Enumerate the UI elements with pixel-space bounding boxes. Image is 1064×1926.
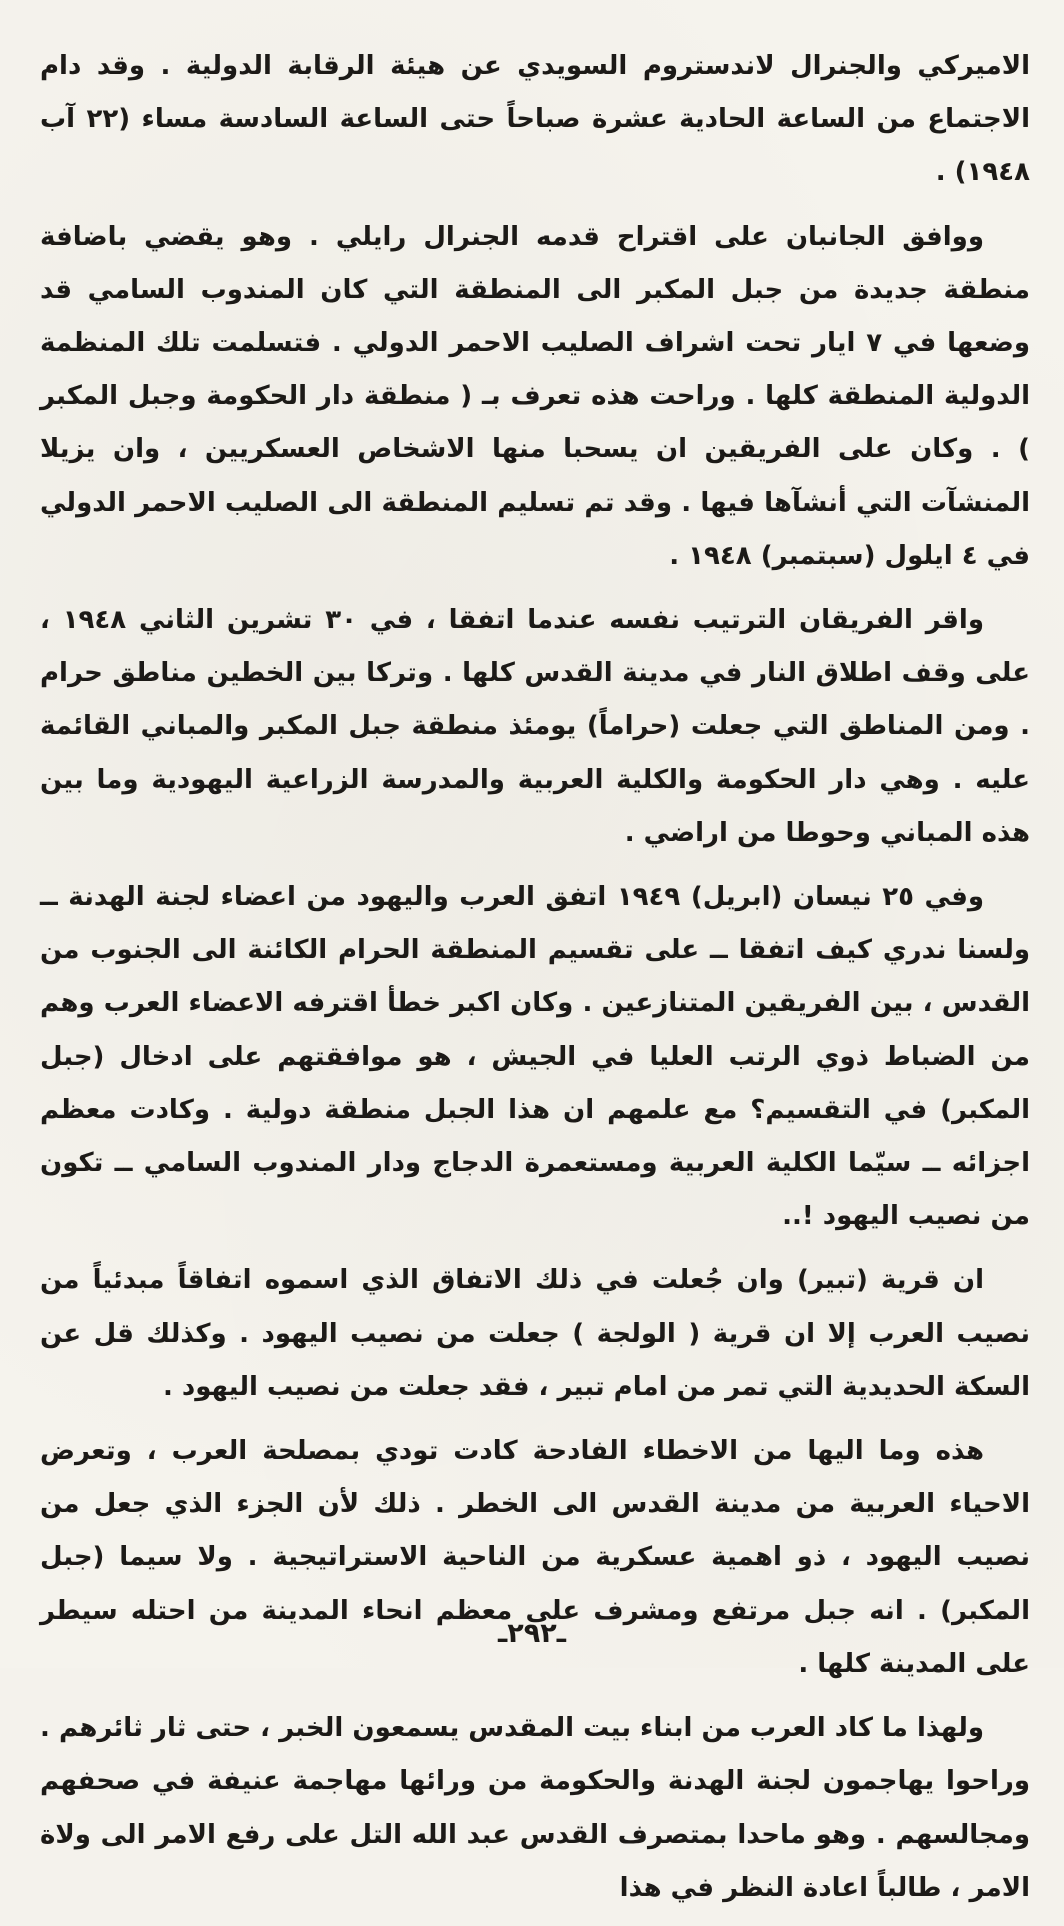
paragraph-1: الاميركي والجنرال لاندستروم السويدي عن هيئة الرقابة الدولية . وقد دام الاجتماع من الساعة الحادية عشرة صباحاً حتى الساعة السادسة مساء (٢٢ آب ١٩٤٨) .	[40, 51, 1031, 188]
paragraph-5: ان قرية (تبير) وان جُعلت في ذلك الاتفاق الذي اسموه اتفاقاً مبدئياً من نصيب العرب إلا ان قرية ( الولجة ) جعلت من نصيب اليهود . وكذلك قل عن السكة الحديدية التي تمر من امام تبير ، فقد جعلت من نصيب اليهود .	[40, 1265, 1030, 1402]
page-number: ـ٢٩٢ـ	[498, 1618, 566, 1649]
paragraph-7: ولهذا ما كاد العرب من ابناء بيت المقدس يسمعون الخبر ، حتى ثار ثائرهم . وراحوا يهاجمون لجنة الهدنة والحكومة من ورائها مهاجمة عنيفة في صحفهم ومجالسهم . وهو ماحدا بمتصرف القدس عبد الله التل على رفع الامر الى ولاة الامر ، طالباً اعادة النظر في هذا	[40, 1713, 1030, 1903]
paragraph-4: وفي ٢٥ نيسان (ابريل) ١٩٤٩ اتفق العرب واليهود من اعضاء لجنة الهدنة ــ ولسنا ندري كيف اتفقا ــ على تقسيم المنطقة الحرام الكائنة الى الجنوب من القدس ، بين الفريقين المتنازعين . وكان اكبر خطأ اقترفه الاعضاء العرب وهم من الضباط ذوي الرتب العليا في الجيش ، هو موافقتهم على ادخال (جبل المكبر) في التقسيم؟ مع علمهم ان هذا الجبل منطقة دولية . وكادت معظم اجزائه ــ سيّما الكلية العربية ومستعمرة الدجاج ودار المندوب السامي ــ تكون من نصيب اليهود !..	[40, 882, 1030, 1232]
paragraph-3: واقر الفريقان الترتيب نفسه عندما اتفقا ، في ٣٠ تشرين الثاني ١٩٤٨ ، على وقف اطلاق النار في مدينة القدس كلها . وتركا بين الخطين مناطق حرام . ومن المناطق التي جعلت (حراماً) يومئذ منطقة جبل المكبر والمباني القائمة عليه . وهي دار الحكومة والكلية العربية والمدرسة الزراعية اليهودية وما بين هذه المباني وحوطا من اراضي .	[40, 605, 1030, 848]
paragraph-2: ووافق الجانبان على اقتراح قدمه الجنرال رايلي . وهو يقضي باضافة منطقة جديدة من جبل المكبر الى المنطقة التي كان المندوب السامي قد وضعها في ٧ ايار تحت اشراف الصليب الاحمر الدولي . فتسلمت تلك المنظمة الدولية المنطقة كلها . وراحت هذه تعرف بـ ( منطقة دار الحكومة وجبل المكبر ) . وكان على الفريقين ان يسحبا منها الاشخاص العسكريين ، وان يزيلا المنشآت التي أنشآها فيها . وقد تم تسليم المنطقة الى الصليب الاحمر الدولي في ٤ ايلول (سبتمبر) ١٩٤٨ .	[40, 221, 1030, 571]
paragraph-6: هذه وما اليها من الاخطاء الفادحة كادت تودي بمصلحة العرب ، وتعرض الاحياء العربية من مدينة القدس الى الخطر . ذلك لأن الجزء الذي جعل من نصيب اليهود ، ذو اهمية عسكرية من الناحية الاستراتيجية . ولا سيما (جبل المكبر) . انه جبل مرتفع ومشرف على معظم انحاء المدينة من احتله سيطر على المدينة كلها .	[40, 1436, 1030, 1679]
